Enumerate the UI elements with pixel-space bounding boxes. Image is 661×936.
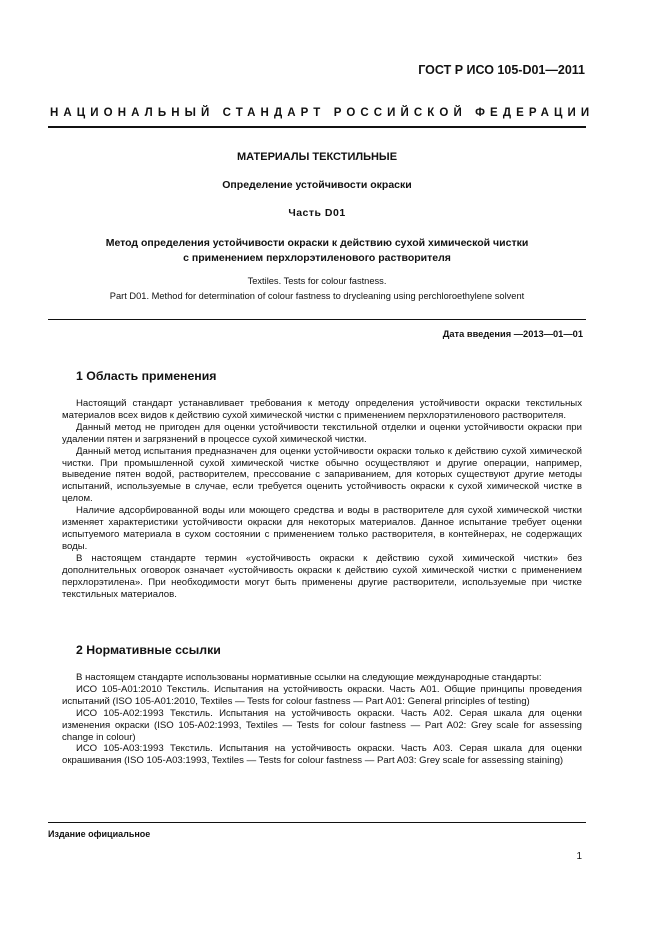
section-2-heading: 2 Нормативные ссылки (76, 643, 221, 657)
introduction-date: Дата введения —2013—01—01 (442, 329, 583, 339)
reference-item: ИСО 105-A03:1993 Текстиль. Испытания на устойчивость окраски. Часть A03. Серая шкала для оценки окрашивания (ISO 105-A03:1993, Textiles — Tests for colour fastness — Part A03: Grey scale for assessing staining) (62, 743, 582, 767)
official-edition-label: Издание официальное (48, 829, 151, 839)
middle-divider (48, 319, 586, 320)
section-2-body (62, 672, 582, 767)
national-standard-banner: НАЦИОНАЛЬНЫЙ СТАНДАРТ РОССИЙСКОЙ ФЕДЕРАЦИИ (50, 107, 595, 119)
method-title-line2: с применением перхлорэтиленового растворителя (183, 252, 451, 264)
reference-item: ИСО 105-A02:1993 Текстиль. Испытания на устойчивость окраски. Часть A02. Серая шкала для оценки изменения окраски (ISO 105-A02:1993, Textiles — Tests for colour fastness — Part A02: Grey scale for assessing change in colour) (62, 707, 582, 743)
paragraph: Данный метод испытания предназначен для оценки устойчивости окраски только к действию сухой химической чистки. При промышленной сухой химической чистке обычно осуществляют и другие операции, например, выведение пятен водой, растворителем, прессование с запариванием, для которых существуют другие методы испытаний, используемые в случае, если требуется оценить устойчивость окраски к сухой химической чистке в целом. (62, 445, 582, 505)
top-divider (48, 126, 586, 128)
page-number: 1 (576, 851, 582, 862)
footer-divider (48, 822, 586, 823)
paragraph: Данный метод не пригоден для оценки устойчивости текстильной отделки и оценки устойчивости окраски при удалении пятен и загрязнений в процессе сухой химической чистки. (62, 421, 582, 445)
subtitle: Определение устойчивости окраски (222, 179, 412, 191)
paragraph: Настоящий стандарт устанавливает требования к методу определения устойчивости окраски текстильных материалов всех видов к действию сухой химической чистки с применением перхлорэтиленового растворителя. (62, 398, 582, 421)
section-1-body (62, 398, 582, 600)
method-title (48, 236, 586, 266)
part-label: Часть D01 (288, 207, 346, 219)
document-code: ГОСТ Р ИСО 105-D01—2011 (418, 63, 585, 77)
english-title-line2: Part D01. Method for determination of colour fastness to drycleaning using perchloroethylene solvent (109, 291, 525, 301)
reference-item: ИСО 105-A01:2010 Текстиль. Испытания на устойчивость окраски. Часть A01. Общие принципы проведения испытаний (ISO 105-A01:2010, Textiles — Tests for colour fastness — Part A01: General principles of testing) (62, 683, 582, 707)
paragraph: В настоящем стандарте использованы нормативные ссылки на следующие международные стандарты: (76, 672, 542, 683)
paragraph: Наличие адсорбированной воды или моющего средства и воды в растворителе для сухой химической чистки изменяет характеристики устойчивости окраски для некоторых материалов. Данное испытание требует оценки испытуемого материала в сухом состоянии с применением только растворителя, в контейнерах, не содержащих воды. (62, 505, 582, 552)
main-title: МАТЕРИАЛЫ ТЕКСТИЛЬНЫЕ (236, 151, 398, 163)
section-1-heading: 1 Область применения (76, 369, 217, 383)
paragraph: В настоящем стандарте термин «устойчивость окраски к действию сухой химической чистки» без дополнительных оговорок означает «устойчивость окраски к действию сухой химической чистки с применением перхлорэтилена». При необходимости могут быть применены другие растворители, используемые при чистке текстильных материалов. (62, 552, 582, 600)
english-title-line1: Textiles. Tests for colour fastness. (247, 276, 387, 286)
method-title-line1: Метод определения устойчивости окраски к действию сухой химической чистки (105, 237, 529, 249)
